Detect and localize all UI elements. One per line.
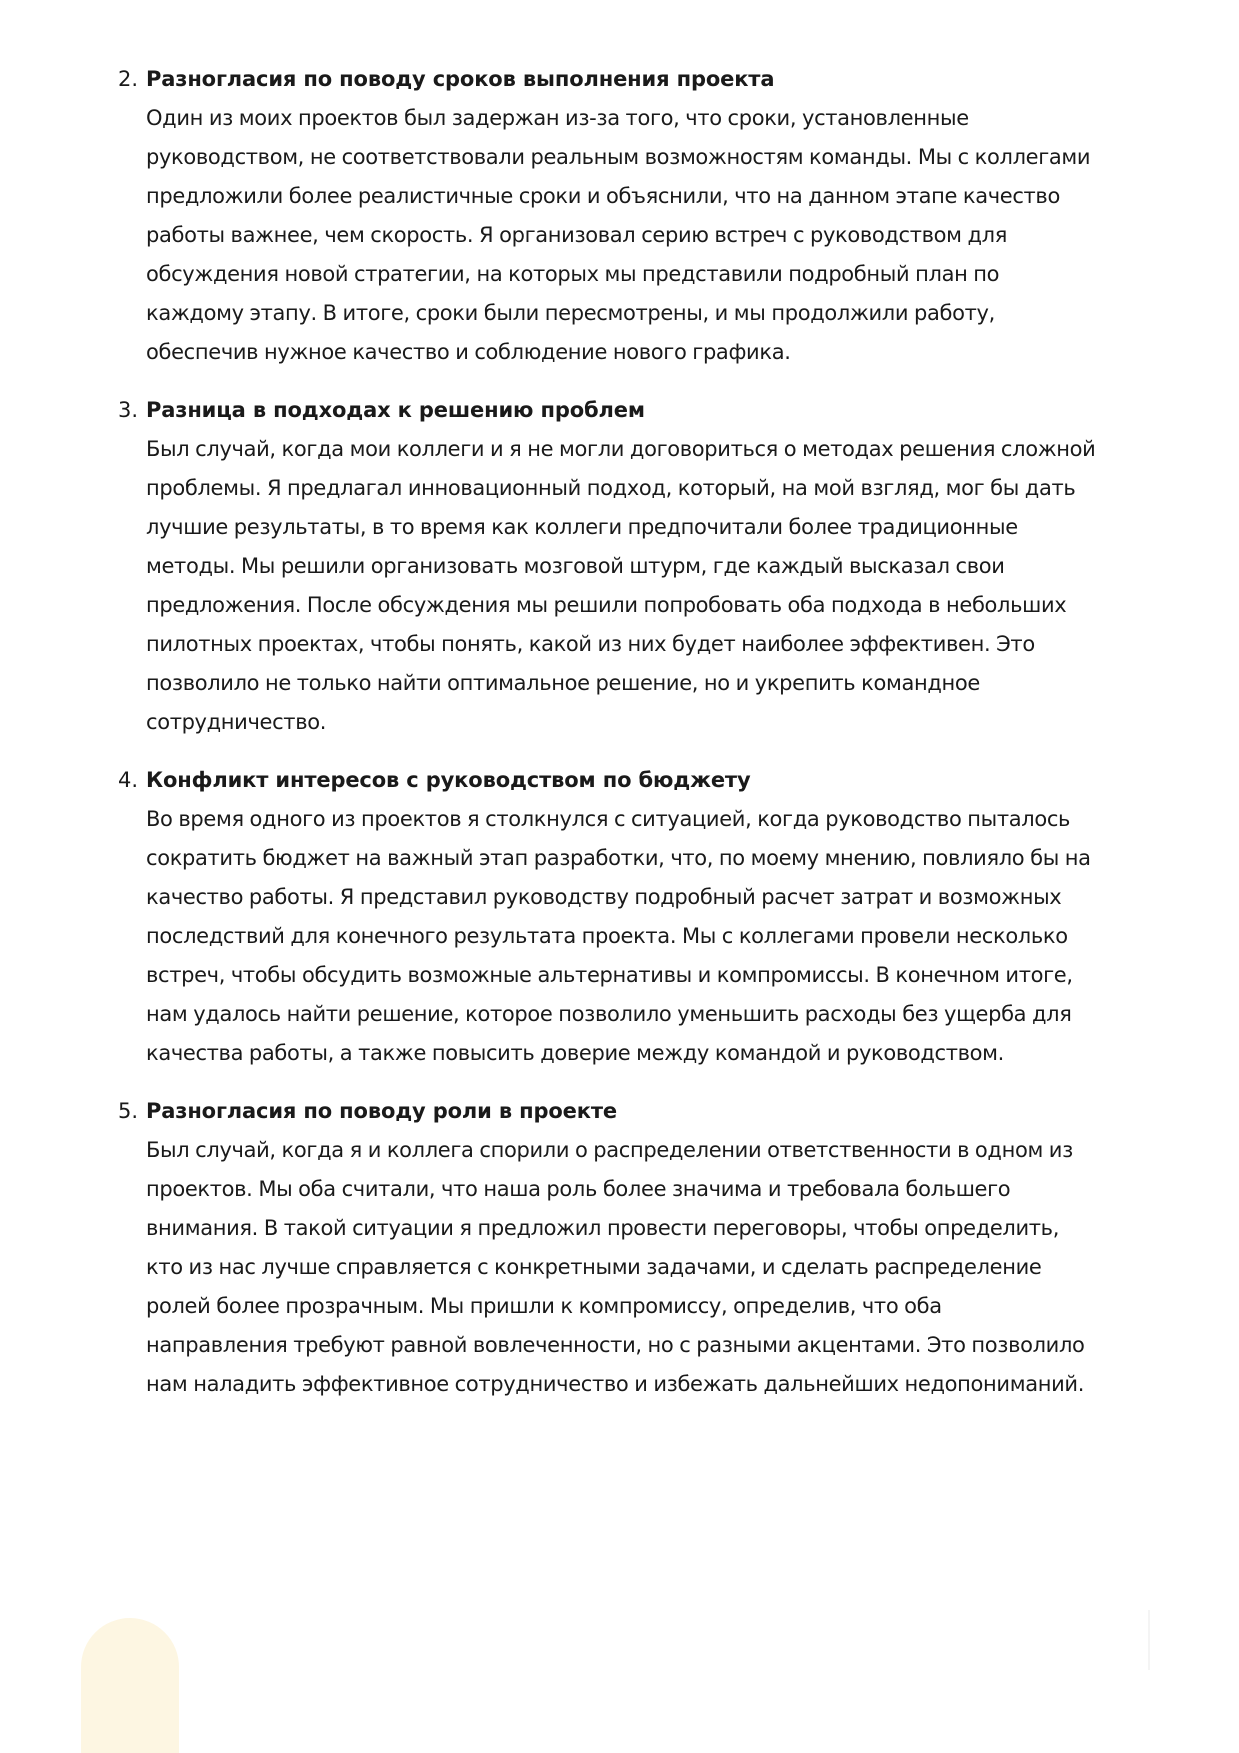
body-line: последствий для конечного результата проекта. Мы с коллегами провели несколько xyxy=(146,924,1068,948)
body-line: обсуждения новой стратегии, на которых мы представили подробный план по xyxy=(146,262,1000,286)
body-line: лучшие результаты, в то время как коллеги предпочитали более традиционные xyxy=(146,515,1018,539)
conflict-examples-list xyxy=(118,60,1158,1423)
body-line: работы важнее, чем скорость. Я организовал серию встреч с руководством для xyxy=(146,223,1007,247)
body-line: пилотных проектах, чтобы понять, какой из них будет наиболее эффективен. Это xyxy=(146,632,1035,656)
body-line: каждому этапу. В итоге, сроки были пересмотрены, и мы продолжили работу, xyxy=(146,301,995,325)
item-body xyxy=(146,430,1158,742)
item-number: 4. xyxy=(118,768,139,792)
body-line: проблемы. Я предлагал инновационный подход, который, на мой взгляд, мог бы дать xyxy=(146,476,1076,500)
body-line: обеспечив нужное качество и соблюдение нового графика. xyxy=(146,340,791,364)
list-item xyxy=(118,761,1158,1073)
body-line: Во время одного из проектов я столкнулся с ситуацией, когда руководство пыталось xyxy=(146,807,1071,831)
body-line: кто из нас лучше справляется с конкретными задачами, и сделать распределение xyxy=(146,1255,1042,1279)
body-line: нам наладить эффективное сотрудничество и избежать дальнейших недопониманий. xyxy=(146,1372,1085,1396)
body-line: Был случай, когда я и коллега спорили о распределении ответственности в одном из xyxy=(146,1138,1073,1162)
body-line: предложения. После обсуждения мы решили попробовать оба подхода в небольших xyxy=(146,593,1067,617)
body-line: методы. Мы решили организовать мозговой штурм, где каждый высказал свои xyxy=(146,554,1005,578)
item-body xyxy=(146,1131,1158,1404)
body-line: проектов. Мы оба считали, что наша роль более значима и требовала большего xyxy=(146,1177,1011,1201)
list-item xyxy=(118,391,1158,742)
item-number: 3. xyxy=(118,398,139,422)
body-line: направления требуют равной вовлеченности, но с разными акцентами. Это позволило xyxy=(146,1333,1085,1357)
body-line: руководством, не соответствовали реальным возможностям команды. Мы с коллегами xyxy=(146,145,1091,169)
body-line: сократить бюджет на важный этап разработки, что, по моему мнению, повлияло бы на xyxy=(146,846,1091,870)
body-line: Был случай, когда мои коллеги и я не могли договориться о методах решения сложной xyxy=(146,437,1096,461)
item-number: 2. xyxy=(118,67,139,91)
body-line: внимания. В такой ситуации я предложил провести переговоры, чтобы определить, xyxy=(146,1216,1060,1240)
body-line: предложили более реалистичные сроки и объяснили, что на данном этапе качество xyxy=(146,184,1060,208)
item-body xyxy=(146,800,1158,1073)
body-line: встреч, чтобы обсудить возможные альтернативы и компромиссы. В конечном итоге, xyxy=(146,963,1073,987)
body-line: качество работы. Я представил руководству подробный расчет затрат и возможных xyxy=(146,885,1062,909)
body-line: ролей более прозрачным. Мы пришли к компромиссу, определив, что оба xyxy=(146,1294,942,1318)
list-item xyxy=(118,60,1158,372)
body-line: качества работы, а также повысить доверие между командой и руководством. xyxy=(146,1041,1004,1065)
body-line: Один из моих проектов был задержан из-за того, что сроки, установленные xyxy=(146,106,969,130)
body-line: сотрудничество. xyxy=(146,710,327,734)
item-title: Разногласия по поводу роли в проекте xyxy=(146,1099,617,1123)
list-item xyxy=(118,1092,1158,1404)
item-title: Конфликт интересов с руководством по бюджету xyxy=(146,768,751,792)
body-line: позволило не только найти оптимальное решение, но и укрепить командное xyxy=(146,671,980,695)
decorative-blob xyxy=(81,1618,179,1753)
item-number: 5. xyxy=(118,1099,139,1123)
decorative-edge-mark xyxy=(1148,1610,1150,1670)
item-title: Разница в подходах к решению проблем xyxy=(146,398,645,422)
item-body xyxy=(146,99,1158,372)
body-line: нам удалось найти решение, которое позволило уменьшить расходы без ущерба для xyxy=(146,1002,1072,1026)
item-title: Разногласия по поводу сроков выполнения проекта xyxy=(146,67,775,91)
